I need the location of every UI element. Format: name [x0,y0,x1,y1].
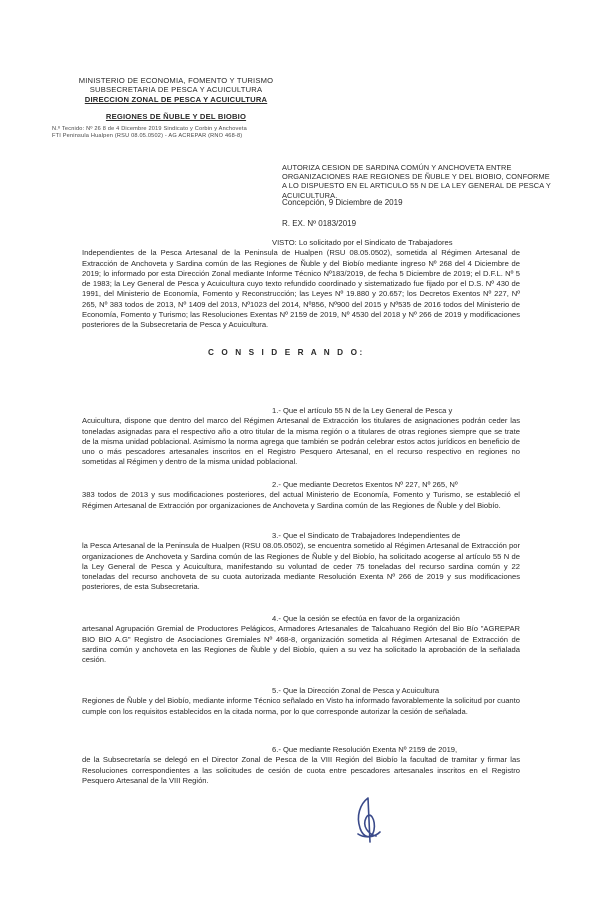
letterhead-note [52,126,300,140]
considerando-lead: 5.- Que la Dirección Zonal de Pesca y Acuicultura [272,686,440,695]
considerando-lead: 2.- Que mediante Decretos Exentos Nº 227, Nº 265, Nº [272,480,458,489]
considerando-lead: 6.- Que mediante Resolución Exenta Nº 2159 de 2019, [272,745,458,754]
considerando-text: la Pesca Artesanal de la Peninsula de Hualpen (RSU 08.05.0502), se encuentra sometido al Régimen Artesanal de Extracción por organizaciones de Anchoveta y Sardina común de las Regiones de Ñuble y del Biobío, ha solicitado acogerse al artículo 55 N de la Ley General de Pesca y Acuicultura, manifestando su voluntad de ceder 75 toneladas del recurso sardina común y 22 toneladas del recurso anchoveta de su cuota autorizada mediante Resolución Exenta Nº 266 de 2019 y sus modificaciones posteriores, de esta Subsecretaria. [82,541,520,592]
ministry-name: MINISTERIO DE ECONOMIA, FOMENTO Y TURISMO [78,76,274,85]
considerando-lead: 1.- Que el artículo 55 N de la Ley General de Pesca y [272,406,453,415]
considerando-title: C O N S I D E R A N D O: [208,348,365,357]
letterhead-note-line: N.º Tecnido: Nº 26 8 de 4 Dicembre 2019 Sindicato y Corbin y Anchoveta [52,125,247,132]
considerando-6 [82,745,520,786]
regions-name: REGIONES DE ÑUBLE Y DEL BIOBIO [105,112,247,122]
considerando-1 [82,406,520,468]
visto-section [82,238,520,331]
visto-text: Independientes de la Pesca Artesanal de la Peninsula de Hualpen (RSU 08.05.0502), sometida al Régimen Artesanal de Extracción de Anchoveta y Sardina común de las Regiones de Ñuble y del Biobío mediante ingreso Nº 268 del 4 Diciembre de 2019; lo informado por esta Dirección Zonal mediante Informe Técnico Nº183/2019, de fecha 5 Diciembre de 2019; el D.F.L. Nº 5 de 1983; la Ley General de Pesca y Acuicultura cuyo texto refundido coordinado y sistematizado fue fijado por el D.S. Nº 430 de 1991, del Ministerio de Economía, Fomento y Reconstrucción; las Leyes Nº 19.880 y 20.657; los Decretos Exentos Nº 227, Nº 265, Nº 383 todos de 2013, Nº 1409 del 2013, Nº1023 del 2014, Nº856, Nº900 del 2015 y Nº535 de 2016 todos del Ministerio de Economía, Fomento y Turismo; las Resoluciones Exentas Nº 2159 de 2019, Nº 4530 del 2018 y Nº 266 de 2019 y modificaciones posteriores de la Subsecretaria de Pesca y Acuicultura. [82,248,520,330]
considerando-text: de la Subsecretaría se delegó en el Director Zonal de Pesca de la VIII Región del Biobío la facultad de tramitar y firmar las Resoluciones correspondientes a las solicitudes de cesión de cuota entre pescadores artesanales inscritos en el Registro Pesquero Artesanal de la VIII Región. [82,755,520,785]
considerando-lead: 3.- Que el Sindicato de Trabajadores Independientes de [272,531,461,540]
considerando-4 [82,614,520,665]
considerando-text: Regiones de Ñuble y del Biobío, mediante informe Técnico señalado en Visto ha informado favorablemente la solicitud por cuanto cumple con los requisitos establecidos en la citada norma, por lo que corresponde autorizar la cesión de señalada. [82,696,520,716]
considerando-text: Acuicultura, dispone que dentro del marco del Régimen Artesanal de Extracción los titulares de asignaciones podrán ceder las toneladas asignadas para el respectivo año a otro titular de la misma región o a titulares de otras regiones siempre que se trate de la misma unidad poblacional. Asimismo la norma agrega que también se podrán celebrar estos actos jurídicos en beneficio de uno o más pescadores artesanales inscritos en el Registro Pesquero Artesanal, en el recurso respectivo en regiones no sometidas al Régimen y dentro de la misma unidad poblacional. [82,416,520,467]
considerando-3 [82,531,520,593]
letterhead-note-line: FTI Peninsula Hualpen (RSU 08.05.0502) - AG ACREPAR (RNO 468-8) [52,132,243,139]
resolution-subject: AUTORIZA CESION DE SARDINA COMÚN Y ANCHOVETA ENTRE ORGANIZACIONES RAE REGIONES DE ÑUBLE Y DEL BIOBIO, CONFORME A LO DISPUESTO EN EL ARTICULO 55 N DE LA LEY GENERAL DE PESCA Y ACUICULTURA. [282,163,551,200]
directorate-name: DIRECCION ZONAL DE PESCA Y ACUICULTURA [84,94,268,104]
letterhead [52,76,300,140]
visto-lead: VISTO: Lo solicitado por el Sindicato de Trabajadores [272,238,453,247]
considerando-text: 383 todos de 2013 y sus modificaciones posteriores, del actual Ministerio de Economía, Fomento y Turismo, se estableció el Régimen Artesanal de Extracción por organizaciones de Anchoveta y Sardina común de las Regiones de Ñuble y del Biobío. [82,490,520,510]
considerando-text: artesanal Agrupación Gremial de Productores Pelágicos, Armadores Artesanales de Talcahuano Región del Bio Bío "AGREPAR BIO BIO A.G" Registro de Asociaciones Gremiales Nº 468-8, organización sometida al Régimen Artesanal de Extracción de sardina común y anchoveta en las Regiones de Ñuble y del Biobío, quien a su vez ha solicitado la aprobación de la señalada cesión. [82,624,520,665]
considerando-5 [82,686,520,717]
handwritten-signature [346,794,386,846]
resolution-number: R. EX. Nº 0183/2019 [282,219,357,228]
considerando-lead: 4.- Que la cesión se efectúa en favor de la organización [272,614,460,623]
subsecretary-name: SUBSECRETARIA DE PESCA Y ACUICULTURA [89,85,263,95]
considerando-2 [82,480,520,511]
resolution-date: Concepción, 9 Diciembre de 2019 [282,198,403,207]
